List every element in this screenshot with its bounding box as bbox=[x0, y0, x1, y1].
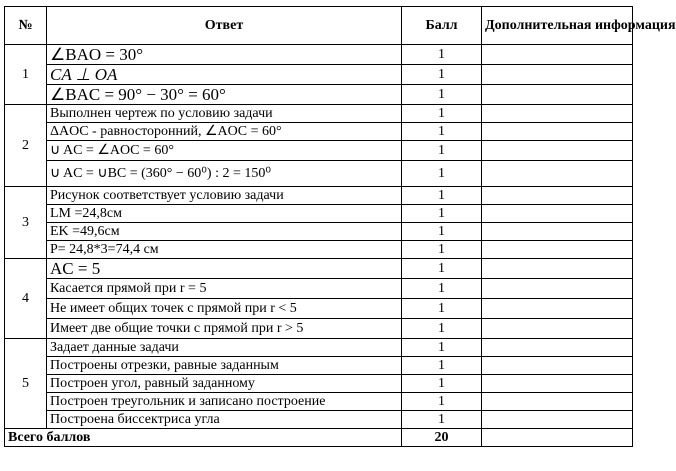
task-number: 1 bbox=[5, 45, 47, 105]
answer-cell: ∠BAC = 90° − 30° = 60° bbox=[47, 85, 402, 105]
info-cell bbox=[482, 319, 633, 339]
table-row bbox=[5, 85, 633, 105]
points-cell: 1 bbox=[402, 357, 482, 375]
table-row bbox=[5, 357, 633, 375]
answer-cell: Не имеет общих точек с прямой при r < 5 bbox=[47, 299, 402, 319]
table-row bbox=[5, 223, 633, 241]
info-cell bbox=[482, 429, 633, 447]
total-label: Всего баллов bbox=[5, 429, 402, 447]
points-cell: 1 bbox=[402, 65, 482, 85]
info-cell bbox=[482, 339, 633, 357]
grading-table bbox=[4, 6, 676, 447]
info-cell bbox=[482, 411, 633, 429]
info-cell bbox=[482, 187, 633, 205]
info-cell bbox=[482, 259, 633, 279]
info-cell bbox=[482, 223, 633, 241]
answer-cell: Выполнен чертеж по условию задачи bbox=[47, 105, 402, 123]
points-cell: 1 bbox=[402, 393, 482, 411]
table-row bbox=[5, 65, 633, 85]
answer-cell: LM =24,8см bbox=[47, 205, 402, 223]
table-row bbox=[5, 105, 633, 123]
table-row bbox=[5, 393, 633, 411]
info-cell bbox=[482, 375, 633, 393]
task-number: 3 bbox=[5, 187, 47, 259]
info-cell bbox=[482, 279, 633, 299]
info-cell bbox=[482, 105, 633, 123]
table-row bbox=[5, 45, 633, 65]
table-row bbox=[5, 187, 633, 205]
table-row bbox=[5, 205, 633, 223]
points-cell: 1 bbox=[402, 205, 482, 223]
info-cell bbox=[482, 65, 633, 85]
points-cell: 1 bbox=[402, 187, 482, 205]
table-row bbox=[5, 241, 633, 259]
header-answer: Ответ bbox=[47, 7, 402, 45]
answer-cell: Имеет две общие точки с прямой при r > 5 bbox=[47, 319, 402, 339]
points-cell: 1 bbox=[402, 105, 482, 123]
info-cell bbox=[482, 161, 633, 187]
answer-cell: Построены отрезки, равные заданным bbox=[47, 357, 402, 375]
points-cell: 1 bbox=[402, 161, 482, 187]
info-cell bbox=[482, 85, 633, 105]
table-row bbox=[5, 123, 633, 141]
points-cell: 1 bbox=[402, 375, 482, 393]
header-num: № bbox=[5, 7, 47, 45]
total-row bbox=[5, 429, 633, 447]
info-cell bbox=[482, 299, 633, 319]
answer-cell: ∪ AC = ∪BC = (360° − 60⁰) : 2 = 150⁰ bbox=[47, 161, 402, 187]
answer-cell: EK =49,6см bbox=[47, 223, 402, 241]
answer-cell: Построен треугольник и записано построение bbox=[47, 393, 402, 411]
answer-cell: ∪ AC = ∠AOC = 60° bbox=[47, 141, 402, 161]
info-cell bbox=[482, 45, 633, 65]
table-row bbox=[5, 141, 633, 161]
table-row bbox=[5, 339, 633, 357]
points-cell: 1 bbox=[402, 85, 482, 105]
points-cell: 1 bbox=[402, 141, 482, 161]
header-info: Дополнительная информация bbox=[482, 7, 633, 45]
table-row bbox=[5, 279, 633, 299]
total-points: 20 bbox=[402, 429, 482, 447]
points-cell: 1 bbox=[402, 259, 482, 279]
header-points: Балл bbox=[402, 7, 482, 45]
answer-cell: Касается прямой при r = 5 bbox=[47, 279, 402, 299]
points-cell: 1 bbox=[402, 319, 482, 339]
info-cell bbox=[482, 205, 633, 223]
table-row bbox=[5, 259, 633, 279]
info-cell bbox=[482, 123, 633, 141]
points-cell: 1 bbox=[402, 241, 482, 259]
answer-cell: Построена биссектриса угла bbox=[47, 411, 402, 429]
answer-cell: ∠BAO = 30° bbox=[47, 45, 402, 65]
points-cell: 1 bbox=[402, 411, 482, 429]
info-cell bbox=[482, 141, 633, 161]
task-number: 2 bbox=[5, 105, 47, 187]
answer-cell: Построен угол, равный заданному bbox=[47, 375, 402, 393]
header-row bbox=[5, 7, 633, 45]
task-number: 5 bbox=[5, 339, 47, 429]
table-row bbox=[5, 375, 633, 393]
answer-cell: Рисунок соответствует условию задачи bbox=[47, 187, 402, 205]
table-row bbox=[5, 161, 633, 187]
answer-cell: ΔAOC - равносторонний, ∠AOC = 60° bbox=[47, 123, 402, 141]
points-cell: 1 bbox=[402, 123, 482, 141]
answer-cell: AC = 5 bbox=[47, 259, 402, 279]
info-cell bbox=[482, 393, 633, 411]
table-row bbox=[5, 411, 633, 429]
points-cell: 1 bbox=[402, 339, 482, 357]
task-number: 4 bbox=[5, 259, 47, 339]
answer-cell: P= 24,8*3=74,4 см bbox=[47, 241, 402, 259]
answer-cell: Задает данные задачи bbox=[47, 339, 402, 357]
points-cell: 1 bbox=[402, 279, 482, 299]
points-cell: 1 bbox=[402, 223, 482, 241]
table-row bbox=[5, 299, 633, 319]
points-cell: 1 bbox=[402, 299, 482, 319]
points-cell: 1 bbox=[402, 45, 482, 65]
info-cell bbox=[482, 241, 633, 259]
info-cell bbox=[482, 357, 633, 375]
answer-cell: CA ⊥ OA bbox=[47, 65, 402, 85]
table-row bbox=[5, 319, 633, 339]
